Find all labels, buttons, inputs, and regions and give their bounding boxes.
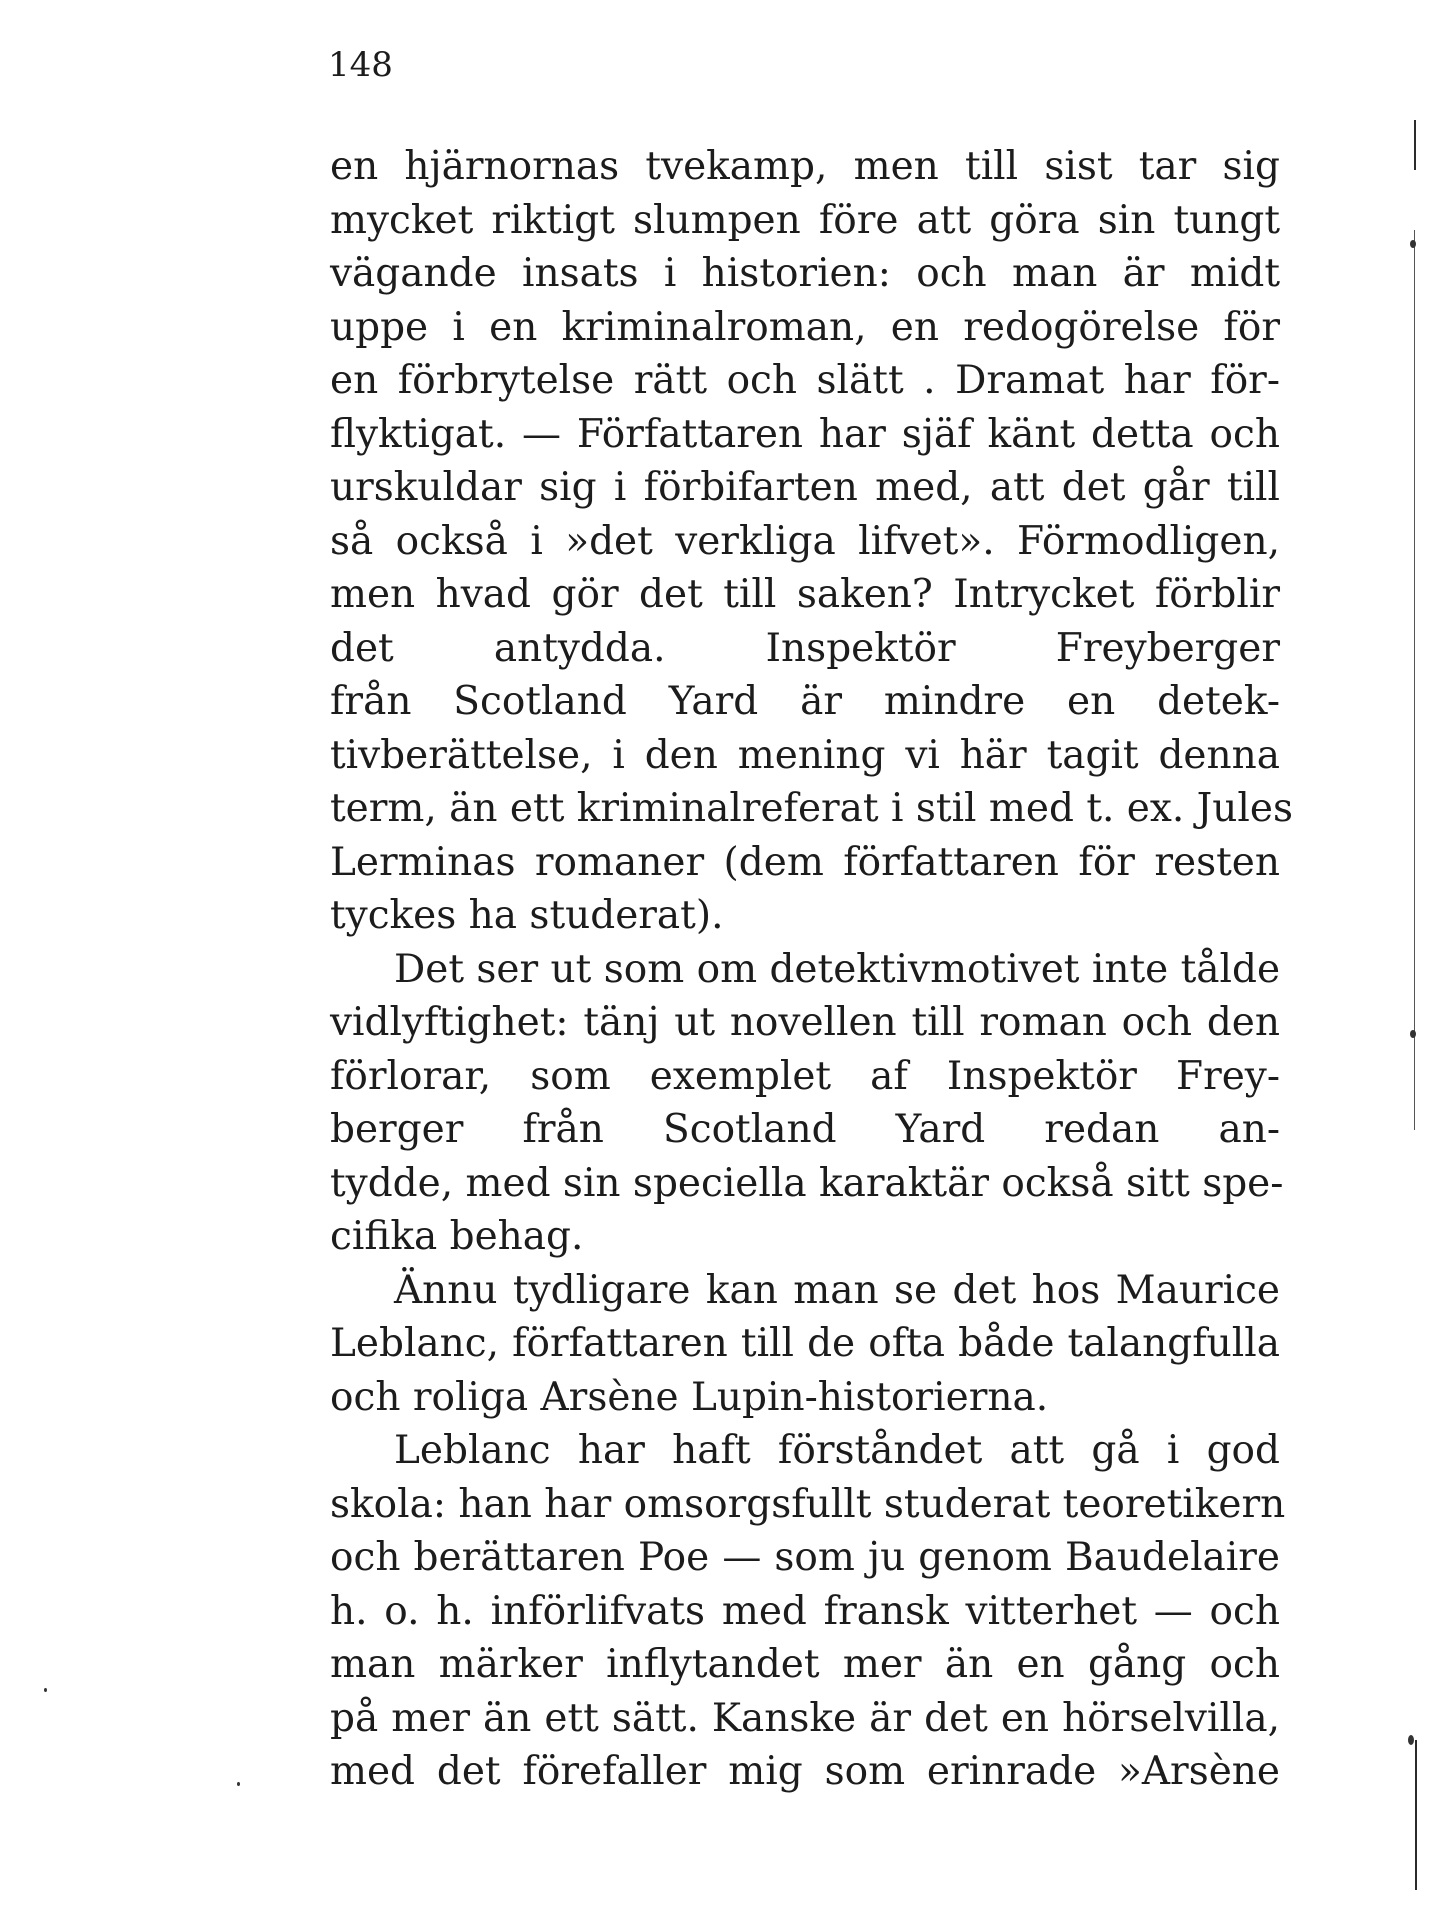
text-line: en förbrytelse rätt och slätt . Dramat har för- xyxy=(330,358,1280,403)
text-line: man märker inflytandet mer än en gång och xyxy=(330,1642,1280,1687)
text-line: h. o. h. införlifvats med fransk vitterhet — och xyxy=(330,1588,1280,1634)
scan-speck xyxy=(237,1782,240,1786)
body-text xyxy=(330,140,1293,1799)
text-line: tydde, med sin speciella karaktär också sitt spe- xyxy=(330,1160,1284,1206)
text-line: Ännu tydligare kan man se det hos Maurice xyxy=(394,1267,1280,1313)
text-line: så också i »det verkliga lifvet». Förmodligen, xyxy=(330,518,1280,564)
text-line: vidlyftighet: tänj ut novellen till roman och den xyxy=(330,1000,1280,1045)
text-line: berger från Scotland Yard redan an- xyxy=(330,1107,1280,1152)
text-line: men hvad gör det till saken? Intrycket förblir xyxy=(330,572,1280,617)
text-line: vägande insats i historien: och man är midt xyxy=(330,251,1280,296)
text-line: Leblanc har haft förståndet att gå i god xyxy=(394,1428,1280,1473)
text-line: Lerminas romaner (dem författaren för resten xyxy=(330,839,1280,885)
page-number: 148 xyxy=(328,45,393,85)
scan-speck xyxy=(1408,1735,1414,1745)
text-line: tyckes ha studerat). xyxy=(330,893,724,938)
scan-speck xyxy=(1410,1030,1416,1038)
text-line: Leblanc, författaren till de ofta både talangfulla xyxy=(330,1321,1280,1366)
text-line: cifika behag. xyxy=(330,1214,584,1259)
page-edge-mark xyxy=(1414,120,1416,170)
text-line: flyktigat. — Författaren har sjäf känt detta och xyxy=(330,411,1280,457)
text-line: term, än ett kriminalreferat i stil med t. ex. Jules xyxy=(330,786,1293,831)
text-line: urskuldar sig i förbifarten med, att det går till xyxy=(330,465,1280,510)
text-line: Det ser ut som om detektivmotivet inte tålde xyxy=(394,946,1281,992)
text-line: med det förefaller mig som erinrade »Arsène xyxy=(330,1749,1280,1794)
text-line: uppe i en kriminalroman, en redogörelse för xyxy=(330,304,1280,350)
scan-speck xyxy=(1410,240,1416,248)
text-line: från Scotland Yard är mindre en detek- xyxy=(330,679,1280,724)
text-line: det antydda. Inspektör Freyberger xyxy=(330,625,1280,671)
page-edge-mark xyxy=(1414,230,1415,1130)
text-line: och berättaren Poe — som ju genom Baudelaire xyxy=(330,1535,1280,1580)
text-line: mycket riktigt slumpen före att göra sin tungt xyxy=(330,197,1280,243)
text-line: tivberättelse, i den mening vi här tagit denna xyxy=(330,732,1280,778)
text-line: och roliga Arsène Lupin-historierna. xyxy=(330,1374,1049,1420)
text-line: på mer än ett sätt. Kanske är det en hörselvilla, xyxy=(330,1695,1280,1741)
text-line: skola: han har omsorgsfullt studerat teoretikern xyxy=(330,1481,1286,1527)
text-line: en hjärnornas tvekamp, men till sist tar sig xyxy=(330,144,1280,189)
text-line: förlorar, som exemplet af Inspektör Frey- xyxy=(330,1053,1280,1099)
page-edge-mark xyxy=(1415,1740,1417,1890)
scan-speck xyxy=(44,1688,47,1692)
